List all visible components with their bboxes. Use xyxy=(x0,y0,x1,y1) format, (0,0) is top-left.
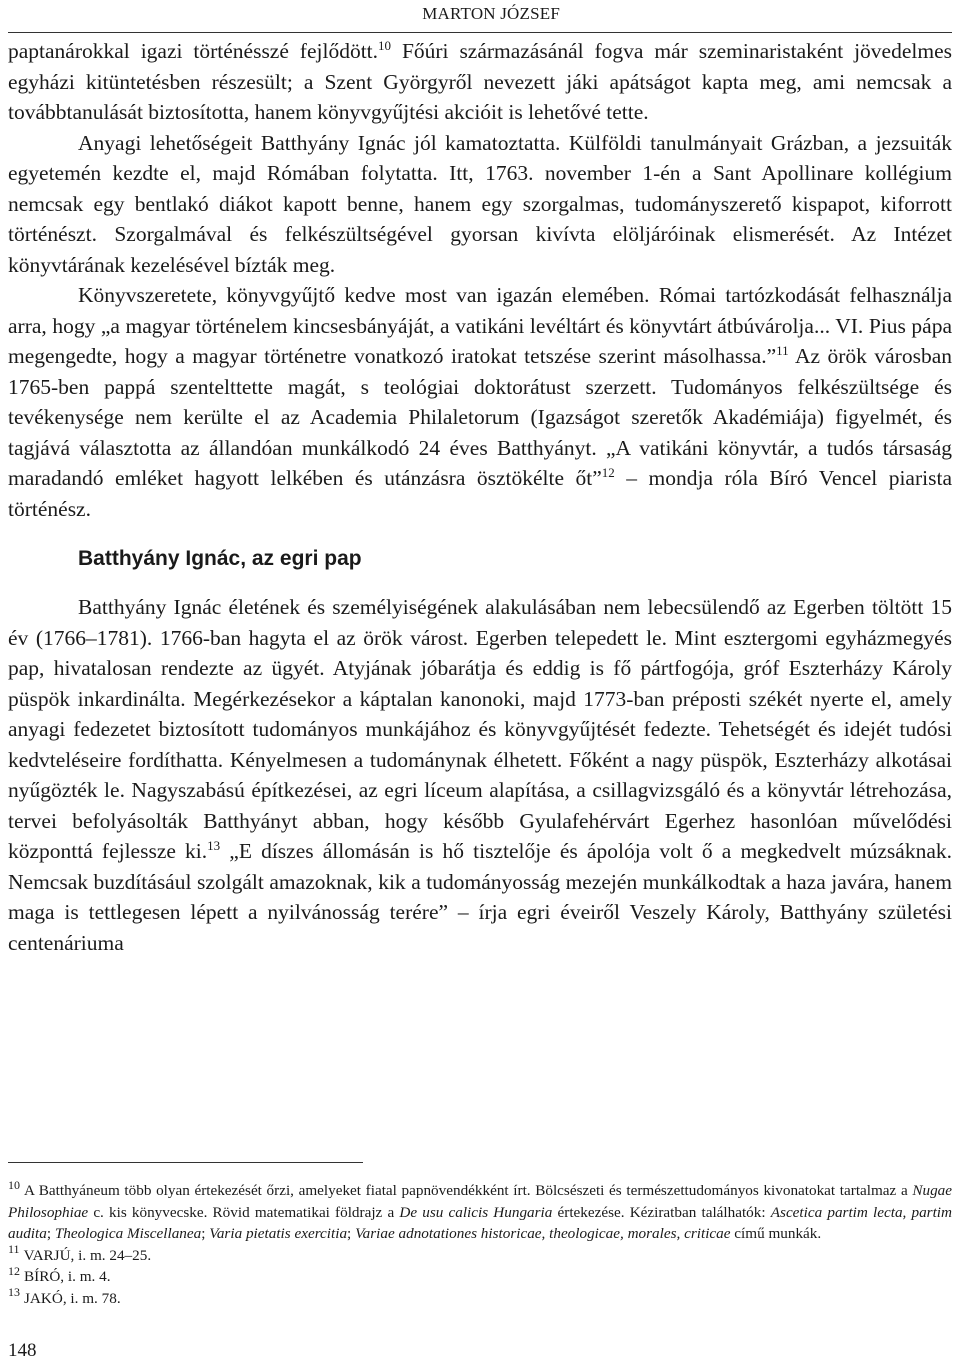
footnotes xyxy=(8,1177,952,1309)
footnote-ref-10[interactable]: 10 xyxy=(378,37,392,53)
running-head: MARTON JÓZSEF xyxy=(422,4,560,23)
footnote-11 xyxy=(8,1242,952,1267)
footnote-text: A Batthyáneum több olyan értekezését őrzi, amelyeket fiatal papnövendékként írt. Bölcsészeti és természettudományos kivonatokat tartalmaz a xyxy=(24,1182,913,1199)
section-paragraph xyxy=(8,592,952,958)
section-paragraph-text-a: Batthyány Ignác életének és személyiségének alakulásában nem lebecsülendő az Egerben töltött 15 év (1766–1781). 1766-ban hagyta el az örök várost. Egerben telepedett le. Mint esztergomi egyházmegyés pap, hivatalosan rendezte az ügyét. Atyjának jóbarátja és eddig is fő pártfogója, gróf Eszterházy Károly püspök inkardinálta. Megérkezésekor a káptalan kanonoki, majd 1773-ban préposti székét nyerte el, amely anyagi fedezetet biztosított tudományos munkájához és könyvgyűjtését fedezte. Tehetségét és idejét tudósi kedvteléseire fordíthatta. Kényelmesen a tudománynak élhetett. Főként a nagy püspök, Eszterházy alkotásai nyűgözték le. Nagyszabású építkezései, az egri líceum alapítása, a csillagvizsgáló és a könyvtár létrehozása, tervei befolyásolták Batthyányt abban, hogy később Gyulafehérvárt Egerhez hasonlóan művelődési központtá fejlessze ki. xyxy=(8,595,952,863)
footnote-italic-title: Varia pietatis exercitia xyxy=(209,1225,348,1242)
footnote-text: c. kis könyvecske. Rövid matematikai földrajz a xyxy=(88,1203,400,1221)
footnote-italic-title: Nugae Philosophiae xyxy=(8,1182,952,1221)
footnote-number: 10 xyxy=(8,1177,20,1192)
footnote-text: JAKÓ, i. m. 78. xyxy=(24,1289,121,1307)
paragraph-3-text-c: – mondja róla Bíró Vencel piarista történész. xyxy=(8,466,952,521)
footnote-13 xyxy=(8,1285,952,1310)
paragraph-1 xyxy=(8,36,952,128)
footnote-ref-12[interactable]: 12 xyxy=(601,464,615,480)
footnote-number: 12 xyxy=(8,1263,20,1278)
footnote-ref-11[interactable]: 11 xyxy=(776,342,789,358)
paragraph-1-text-a: paptanárokkal igazi történésszé fejlődött. xyxy=(8,39,379,63)
paragraph-2: Anyagi lehetőségeit Batthyány Ignác jól kamatoztatta. Külföldi tanulmányait Grázban, a jezsuiták egyetemén kezdte el, majd Rómában folytatta. Itt, 1763. november 1-én a Sant Apollinare kollégium nemcsak egy bentlakó diákot kapott benne, hanem egy szorgalmas, tudományszerető kispapot, kiforrott történészt. Szorgalmával és felkészültségével gyorsan kivívta elöljáróinak elismerését. Az Intézet könyvtárának kezelésével bízták meg. xyxy=(8,130,952,277)
footnote-ref-13[interactable]: 13 xyxy=(207,837,221,853)
footnote-text: értekezése. Kéziratban találhatók: xyxy=(552,1203,771,1221)
footnote-text: VARJÚ, i. m. 24–25. xyxy=(23,1246,152,1264)
footnote-italic-title: Theologica Miscellanea xyxy=(54,1225,202,1242)
footnote-12 xyxy=(8,1263,952,1288)
footnote-italic-title: Variae adnotationes historicae, theologicae, morales, criticae xyxy=(355,1225,731,1242)
body-text xyxy=(8,36,952,958)
footnote-separator xyxy=(8,1162,363,1163)
footnote-text: BÍRÓ, i. m. 4. xyxy=(24,1268,111,1285)
page-number: 148 xyxy=(8,1340,37,1361)
paragraph-3 xyxy=(8,280,952,524)
footnote-text: ; xyxy=(46,1225,55,1242)
footnote-10 xyxy=(8,1177,952,1245)
footnote-number: 13 xyxy=(8,1285,20,1300)
footnote-number: 11 xyxy=(8,1242,20,1257)
paragraph-3-text-b: Az örök városban 1765-ben pappá szentelttette magát, s teológiai doktorátust szerzett. Tudományos felkészültsége és tevékenysége nem kerülte el az Academia Philaletorum (Igazságot szeretők Akadémiája) figyelmét, és tagjává választotta az állandóan munkálkodó 24 éves Batthyányt. „A vatikáni könyvtár, a tudós társaság maradandó emléket hagyott lelkében és utánzásra ösztökélte őt” xyxy=(8,344,953,490)
footnote-italic-title: De usu calicis Hungaria xyxy=(399,1203,553,1221)
footnote-italic-title: Ascetica partim lecta, partim audita xyxy=(8,1203,952,1242)
footnote-text: című munkák. xyxy=(730,1225,822,1242)
paragraph-1-text-b: Főúri származásánál fogva már szeminaristaként jövedelmes egyházi kitüntetésben részesült; a Szent Györgyről nevezett jáki apátságot kapta meg, ami nemcsak a továbbtanulását biztosította, hanem könyvgyűjtési akcióit is lehetővé tette. xyxy=(8,39,952,124)
section-paragraph-text-b: „E díszes állomásán is hő tisztelője és ápolója volt ő a megkedvelt múzsáknak. Nemcsak buzdításául szolgált amazoknak, kik a tudományosság mezején munkálkodtak a haza javára, hanem maga is tettlegesen lépett a nyilvánosság terére” – írja egri éveiről Veszely Károly, Batthyány születési centenáriuma xyxy=(8,839,952,955)
header-rule xyxy=(8,32,952,33)
paragraph-3-text-a: Könyvszeretete, könyvgyűjtő kedve most van igazán elemében. Római tartózkodását felhasználja arra, hogy „a magyar történelem kincsesbányáját, a vatikáni levéltárt és könyvtárt átbúvárolja... VI. Pius pápa megengedte, hogy a magyar történetre vonatkozó iratokat tetszése szerint másolhassa.” xyxy=(8,283,952,368)
footnote-text: ; xyxy=(201,1225,210,1242)
section-heading: Batthyány Ignác, az egri pap xyxy=(78,547,362,570)
footnote-text: ; xyxy=(347,1225,356,1242)
